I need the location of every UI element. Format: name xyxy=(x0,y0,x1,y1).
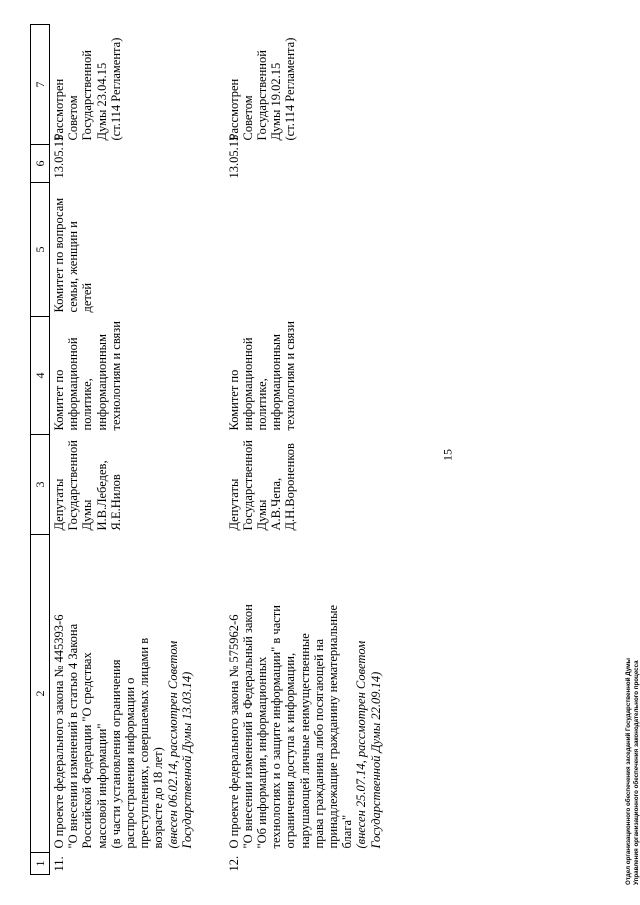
bill-note-line: Государственной Думы 22.09.14) xyxy=(368,671,383,849)
col-header-7: 7 xyxy=(31,25,50,145)
co-executor-cell xyxy=(50,183,225,317)
col-header-4: 4 xyxy=(31,317,50,435)
status-line: Рассмотрен xyxy=(52,78,66,141)
committee-line: информационной xyxy=(240,337,255,431)
co-executor-line: детей xyxy=(80,282,95,313)
bill-title-line: О проекте федерального закона № 445393-6 xyxy=(52,614,66,849)
bill-title-line: блага" xyxy=(340,814,355,849)
bill-title-line: технологиях и о защите информации" в части xyxy=(269,605,284,849)
status-cell xyxy=(50,25,225,145)
agenda-table xyxy=(30,24,383,875)
co-executor-line: семьи, женщин и xyxy=(66,221,81,313)
committee-cell xyxy=(50,317,225,435)
col-header-2: 2 xyxy=(31,535,50,853)
bill-title-line: принадлежащие гражданину нематериальные xyxy=(325,604,340,849)
row-number: 12. xyxy=(226,855,241,872)
author-line: Государственной xyxy=(66,440,81,531)
bill-title-line: "О внесении изменений в Федеральный закон xyxy=(240,604,255,849)
bill-title-line: Российской Федерации "О средствах xyxy=(80,652,95,849)
bill-title-line: преступлениях, совершаемых лицами в xyxy=(137,637,152,849)
committee-line: политике, xyxy=(80,378,95,431)
table-row xyxy=(225,25,383,875)
committee-line: информационной xyxy=(66,337,81,431)
committee-line: технологиям и связи xyxy=(283,321,298,431)
header-row xyxy=(31,25,50,875)
row-number: 11. xyxy=(52,856,66,872)
committee-line: технологиям и связи xyxy=(108,321,123,431)
author-line: А.В.Чепа, xyxy=(269,477,284,531)
bill-title-cell xyxy=(225,535,383,853)
author-line: Думы xyxy=(254,499,269,531)
authors-cell xyxy=(50,435,225,535)
author-line: Думы xyxy=(80,499,95,531)
footer-line: Управления организационного обеспечения законодательного процесса xyxy=(633,660,640,885)
bill-note-line: Государственной Думы 13.03.14) xyxy=(179,671,194,849)
status-line: Советом xyxy=(240,95,255,141)
co-executor-line: Комитет по вопросам xyxy=(52,197,66,313)
author-line: Государственной xyxy=(240,440,255,531)
co-executor-cell xyxy=(225,183,383,317)
status-cell xyxy=(225,25,383,145)
status-line: Рассмотрен xyxy=(226,78,241,141)
committee-line: информационным xyxy=(269,334,284,431)
author-line: Я.Е.Нилов xyxy=(108,474,123,531)
committee-line: Комитет по xyxy=(52,369,66,431)
committee-line: политике, xyxy=(254,378,269,431)
status-line: Советом xyxy=(66,95,81,141)
agenda-table-wrapper xyxy=(30,25,635,875)
status-line: Думы 23.04.15 xyxy=(94,62,109,141)
author-line: Депутаты xyxy=(52,478,66,531)
author-line: Депутаты xyxy=(226,478,241,531)
col-header-5: 5 xyxy=(31,183,50,317)
authors-cell xyxy=(225,435,383,535)
date-cell: 13.05.15 xyxy=(52,134,66,179)
author-line: Д.Н.Вороненков xyxy=(283,443,298,531)
status-line: Государственной xyxy=(254,50,269,141)
bill-title-line: права гражданина либо посягающей на xyxy=(311,638,326,849)
col-header-1: 1 xyxy=(31,853,50,875)
footer xyxy=(625,658,640,885)
bill-title-line: возрасте до 18 лет) xyxy=(151,747,166,849)
bill-note-line: (внесен 06.02.14, рассмотрен Советом xyxy=(165,640,180,849)
col-header-3: 3 xyxy=(31,435,50,535)
bill-title-line: распространения информации о xyxy=(123,677,138,849)
bill-title-line: массовой информации" xyxy=(94,723,109,849)
bill-title-line: нарушающей личные неимущественные xyxy=(297,633,312,849)
bill-title-line: "Об информации, информационных xyxy=(254,656,269,849)
author-line: И.В.Лебедев, xyxy=(94,460,109,531)
bill-note-line: (внесен 25.07.14, рассмотрен Советом xyxy=(354,640,369,849)
status-line: (ст.114 Регламента) xyxy=(283,37,298,141)
bill-title-line: ограничения доступа к информации, xyxy=(283,652,298,849)
status-line: (ст.114 Регламента) xyxy=(108,37,123,141)
table-row xyxy=(50,25,225,875)
status-line: Государственной xyxy=(80,50,95,141)
committee-line: Комитет по xyxy=(226,369,241,431)
date-cell: 13.05.15 xyxy=(226,134,241,179)
col-header-6: 6 xyxy=(31,145,50,183)
committee-line: информационным xyxy=(94,334,109,431)
page-number: 15 xyxy=(440,449,455,461)
status-line: Думы 19.02.15 xyxy=(269,62,284,141)
committee-cell xyxy=(225,317,383,435)
bill-title-cell xyxy=(50,535,225,853)
bill-title-line: О проекте федерального закона № 575962-6 xyxy=(226,614,241,849)
footer-line: Отдел организационного обеспечения заседаний Государственной Думы xyxy=(625,658,632,885)
bill-title-line: (в части установления ограничения xyxy=(108,659,123,849)
bill-title-line: "О внесении изменений в статью 4 Закона xyxy=(66,623,81,849)
